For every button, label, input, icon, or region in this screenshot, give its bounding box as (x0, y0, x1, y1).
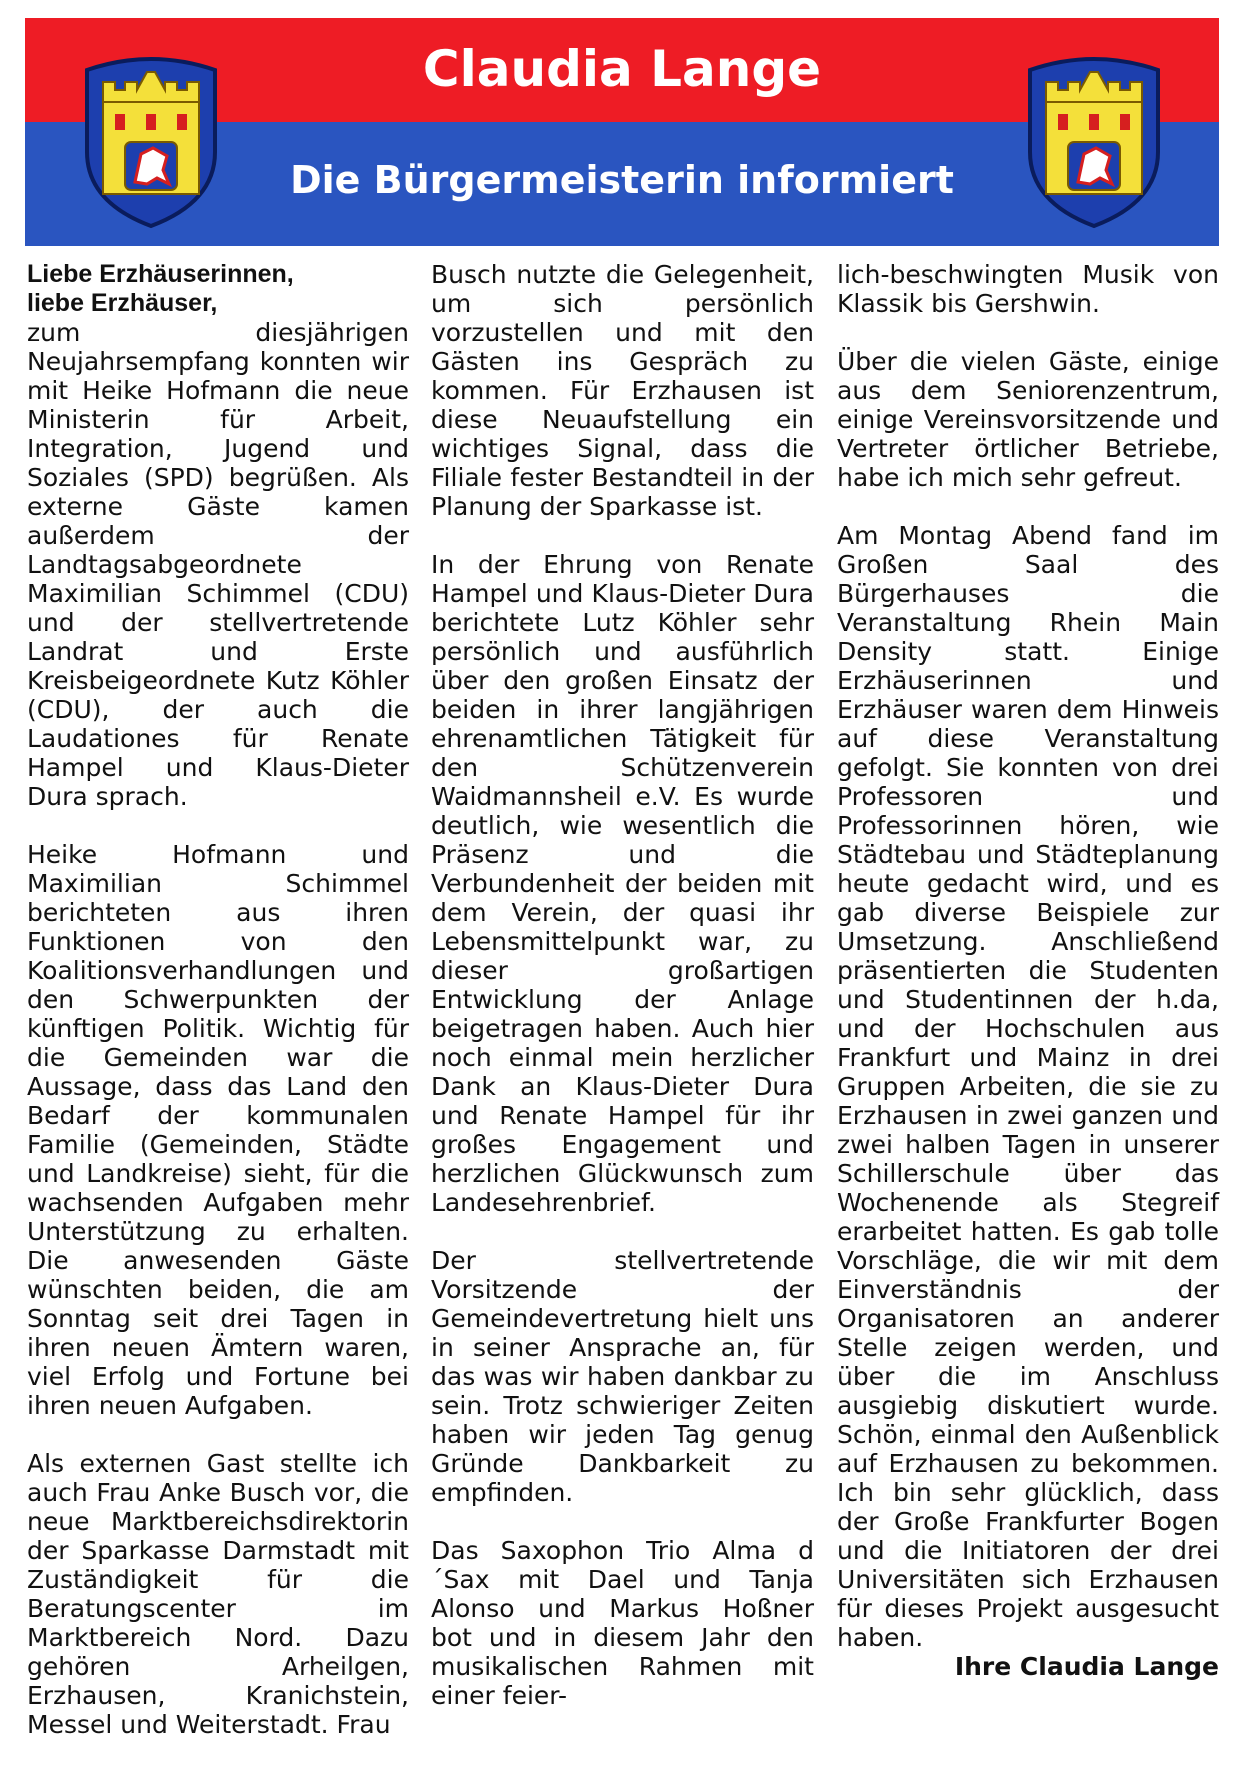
paragraph: zum diesjährigen Neujahrsempfang konnten wir mit Heike Hofmann die neue Ministerin für Arbeit, Integration, Jugend und Soziales (SPD) begrüßen. Als externe Gäste kamen außerdem der Landtagsabgeordnete Maximilian Schimmel (CDU) und der stellvertretende Landrat und Erste Kreisbeigeordnete Kutz Köhler (CDU), der auch die Laudationes für Renate Hampel und Klaus-Dieter Dura sprach. (27, 318, 409, 811)
article-column-2 (431, 260, 814, 1739)
paragraph: Das Saxophon Trio Alma d´Sax mit Dael und Tanja Alonso und Markus Hoßner bot und in diesem Jahr den musikalischen Rahmen mit einer feier- (431, 1536, 814, 1710)
paragraph: lich-beschwingten Musik von Klassik bis Gershwin. (837, 260, 1219, 318)
paragraph: Als externen Gast stellte ich auch Frau Anke Busch vor, die neue Marktbereichsdirektorin der Sparkasse Darmstadt mit Zuständigkeit für die Beratungscenter im Marktbereich Nord. Dazu gehören Arheilgen, Erzhausen, Kranichstein, Messel und Weiterstadt. Frau (27, 1449, 409, 1739)
paragraph: Über die vielen Gäste, einige aus dem Seniorenzentrum, einige Vereinsvorsitzende und Vertreter örtlicher Betriebe, habe ich mich sehr gefreut. (837, 347, 1219, 492)
greeting-line-2: liebe Erzhäuser, (27, 289, 218, 317)
paragraph: In der Ehrung von Renate Hampel und Klaus-Dieter Dura berichtete Lutz Köhler sehr persönlich und ausführlich über den großen Einsatz der beiden in ihrer langjährigen ehrenamtlichen Tätigkeit für den Schützenverein Waidmannsheil e.V. Es wurde deutlich, wie wesentlich die Präsenz und die Verbundenheit der beiden mit dem Verein, der quasi ihr Lebensmittelpunkt war, zu dieser großartigen Entwicklung der Anlage beigetragen haben. Auch hier noch einmal mein herzlicher Dank an Klaus-Dieter Dura und Renate Hampel für ihr großes Engagement und herzlichen Glückwunsch zum Landesehrenbrief. (431, 550, 814, 1217)
article-column-1 (27, 260, 409, 1768)
paragraph: Heike Hofmann und Maximilian Schimmel berichteten aus ihren Funktionen von den Koalitionsverhandlungen und den Schwerpunkten der künftigen Politik. Wichtig für die Gemeinden war die Aussage, dass das Land den Bedarf der kommunalen Familie (Gemeinden, Städte und Landkreise) sieht, für die wachsenden Aufgaben mehr Unterstützung zu erhalten. Die anwesenden Gäste wünschten beiden, die am Sonntag seit drei Tagen in ihren neuen Ämtern waren, viel Erfolg und Fortune bei ihren neuen Aufgaben. (27, 840, 409, 1420)
page-subtitle: Die Bürgermeisterin informiert (290, 158, 954, 202)
paragraph: Der stellvertretende Vorsitzende der Gemeindevertretung hielt uns in seiner Ansprache an, für das was wir haben dankbar zu sein. Trotz schwieriger Zeiten haben wir jeden Tag genug Gründe Dankbarkeit zu empfinden. (431, 1246, 814, 1507)
signature: Ihre Claudia Lange (954, 1652, 1219, 1681)
greeting-line-1: Liebe Erzhäuserinnen, (27, 260, 294, 288)
paragraph: Am Montag Abend fand im Großen Saal des Bürgerhauses die Veranstaltung Rhein Main Density statt. Einige Erzhäuserinnen und Erzhäuser waren dem Hinweis auf diese Veranstaltung gefolgt. Sie konnten von drei Professoren und Professorinnen hören, wie Städtebau und Städteplanung heute gedacht wird, und es gab diverse Beispiele zur Umsetzung. Anschließend präsentierten die Studenten und Studentinnen der h.da, und der Hochschulen aus Frankfurt und Mainz in drei Gruppen Arbeiten, die sie zu Erzhausen in zwei ganzen und zwei halben Tagen in unserer Schillerschule über das Wochenende als Stegreif erarbeitet hatten. Es gab tolle Vorschläge, die wir mit dem Einverständnis der Organisatoren an anderer Stelle zeigen werden, und über die im Anschluss ausgiebig diskutiert wurde. Schön, einmal den Außenblick auf Erzhausen zu bekommen. Ich bin sehr glücklich, dass der Große Frankfurter Bogen und die Initiatoren der drei Universitäten sich Erzhausen für dieses Projekt ausgesucht haben. (837, 521, 1219, 1652)
header-banner (25, 18, 1219, 246)
article-column-3 (837, 260, 1219, 1681)
page-title: Claudia Lange (422, 40, 822, 98)
paragraph: Busch nutzte die Gelegenheit, um sich persönlich vorzustellen und mit den Gästen ins Gespräch zu kommen. Für Erzhausen ist diese Neuaufstellung ein wichtiges Signal, dass die Filiale fester Bestandteil in der Planung der Sparkasse ist. (431, 260, 814, 521)
